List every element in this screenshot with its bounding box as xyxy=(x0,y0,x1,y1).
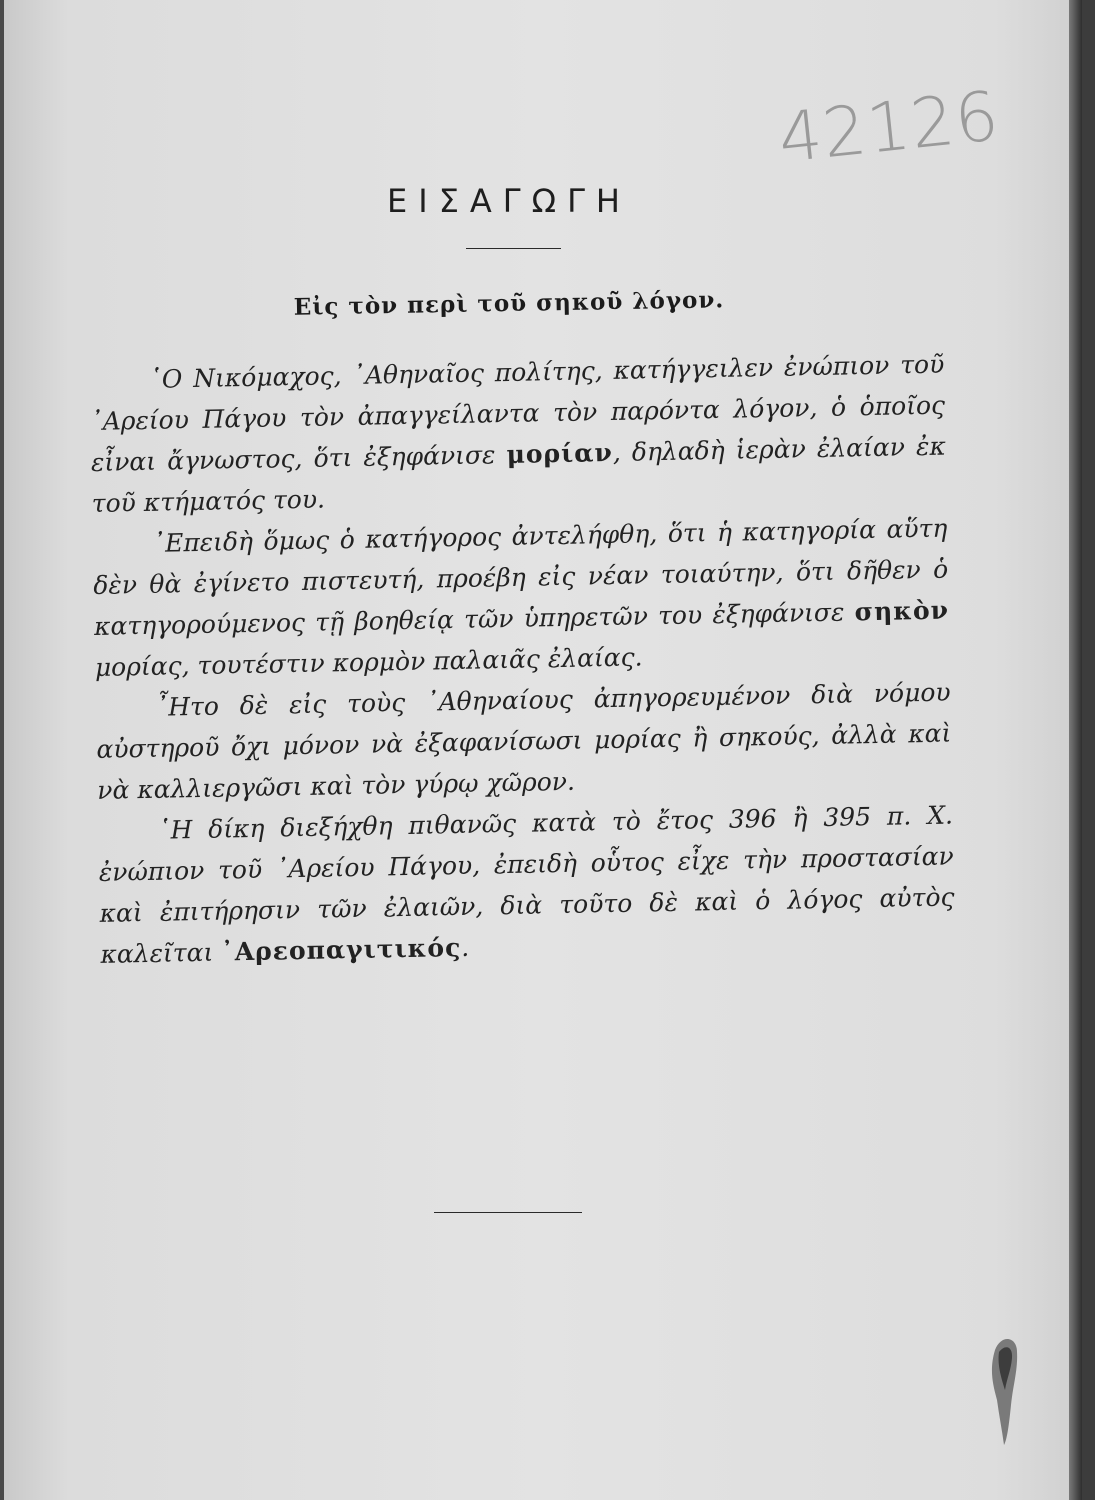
scan-right-edge xyxy=(1069,0,1082,1500)
paragraph-2 xyxy=(92,508,950,688)
emphasis-term: σηκὸν xyxy=(854,595,950,627)
section-subtitle: Εἰς τὸν περὶ τοῦ σηκοῦ λόγον. xyxy=(293,286,725,321)
handwritten-number: 42126 xyxy=(774,77,1004,179)
paragraph-text: μορίας, τουτέστιν κορμὸν παλαιᾶς ἐλαίας. xyxy=(94,642,643,682)
chapter-heading: ΕΙΣΑΓΩΓΗ xyxy=(387,182,631,220)
paragraph-text: ῏Ητο δὲ εἰς τοὺς ᾽Αθηναίους ἀπηγορευμένον διὰ νόμου αὐστηροῦ ὄχι μόνον νὰ ἐξαφανίσωσι μορίας ἢ σηκούς, ἀλλὰ καὶ νὰ καλλιεργῶσι καὶ τὸν γύρῳ χῶρον. xyxy=(96,677,952,805)
paragraph-text: . xyxy=(460,932,470,962)
paragraph-text: ᾽Επειδὴ ὅμως ὁ κατήγορος ἀντελήφθη, ὅτι ἡ κατηγορία αὕτη δὲν θὰ ἐγίνετο πιστευτή, προέβη εἰς νέαν τοιαύτην, ὅτι δῆθεν ὁ κατηγορούμενος τῇ βοηθείᾳ τῶν ὑπηρετῶν του ἐξηφάνισε xyxy=(93,513,949,641)
paragraph-text: ῾Ο Νικόμαχος, ᾽Αθηναῖος πολίτης, κατήγγειλεν ἐνώπιον τοῦ ᾽Αρείου Πάγου τὸν ἀπαγγείλαντα τὸν παρόντα λόγον, ὁ ὁποῖος εἶναι ἄγνωστος, ὅτι ἐξηφάνισε xyxy=(89,349,946,477)
emphasis-term: ᾽Αρεοπαγιτικός xyxy=(220,932,462,967)
emphasis-term: μορίαν xyxy=(506,437,614,469)
ink-blot-mark xyxy=(987,1330,1027,1450)
paragraph-3 xyxy=(95,672,952,811)
body-text xyxy=(89,344,956,975)
end-divider xyxy=(434,1212,582,1213)
paragraph-1 xyxy=(89,344,947,524)
paragraph-text: , δηλαδὴ ἱερὰν ἐλαίαν ἐκ τοῦ κτήματός του. xyxy=(91,431,947,518)
book-page xyxy=(4,0,1082,1500)
heading-divider xyxy=(466,248,561,249)
paragraph-text: ῾Η δίκη διεξήχθη πιθανῶς κατὰ τὸ ἔτος 396 ἢ 395 π. Χ. ἐνώπιον τοῦ ᾽Αρείου Πάγου, ἐπειδὴ οὗτος εἶχε τὴν προστασίαν καὶ ἐπιτήρησιν τῶν ἐλαιῶν, διὰ τοῦτο δὲ καὶ ὁ λόγος αὐτὸς καλεῖται xyxy=(98,800,955,969)
paragraph-4 xyxy=(98,795,956,975)
